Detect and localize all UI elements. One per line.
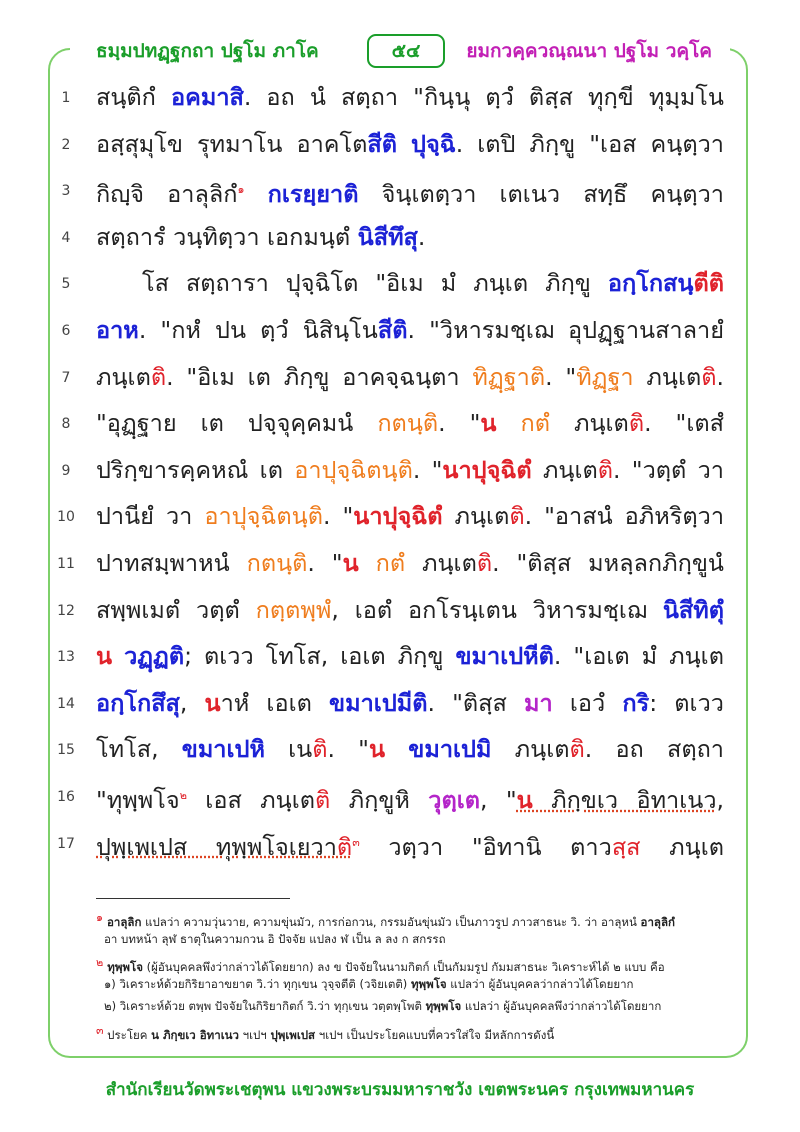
text-segment: ปาทสมฺพาหนํ [96,549,247,577]
text-segment: ติ [569,735,585,764]
line-number: 7 [61,369,71,386]
text-segment: น [204,688,221,717]
line-text [96,220,724,254]
text-line [0,730,800,776]
text-segment: ติ [701,362,717,391]
text-segment: ติ [597,455,614,484]
text-segment: ภนฺเต [491,735,570,764]
line-text [96,546,724,580]
text-segment: กตํ [375,549,406,577]
text-segment: น [368,735,386,764]
text-segment: "อุฏฺฐาย เต ปจฺจุคฺคมนํ [96,409,378,438]
text-segment: นาปุจฺฉิตํ [442,455,532,484]
footnote-line [96,908,736,932]
text-segment: กตฺตพฺพํ [255,595,332,624]
text-segment: อา บทหน้า ลุฬ ธาตุในความกวน อิ ปัจจัย แปลง ฬ เป็น ล ลง ก สกรรถ [104,931,446,946]
text-line [0,824,800,870]
text-segment: ภิกฺขเว อิทาเนว, [532,785,725,814]
line-number: 5 [61,276,71,293]
text-segment: . "ติสฺส [427,688,525,717]
text-segment: แปลว่า ความวุ่นวาย, ความขุ่นมัว, การก่อกวน, กรรมอันขุ่นมัว เป็นภาวรูป ภาวสาธนะ วิ. ว่า อาลุหนํ [141,914,641,929]
line-number: 13 [57,649,75,666]
text-segment: กริ [622,688,650,717]
text-segment: ภนฺเต [96,362,151,391]
text-segment: นิสีทิตุํ [662,595,724,624]
footnote-marker: ๓ [96,1023,104,1037]
text-segment: . "เตสํ [644,409,724,438]
footnote-line [104,998,744,1016]
text-segment: : ตเวว [649,688,724,717]
line-text [96,266,724,300]
text-segment: นิสีทึสุ [357,222,418,251]
text-segment: น [480,409,497,438]
text-segment: อาห [96,316,139,344]
line-number: 15 [57,742,75,759]
text-segment: "ทุพฺพโจ [96,785,180,814]
text-segment: ภนฺเต [633,362,702,391]
line-number: 8 [61,416,71,433]
text-segment: กตนฺติ [377,409,439,438]
footnote-rule [96,898,290,899]
text-segment: ทุพฺพโจ [410,976,447,991]
line-text [96,779,724,817]
text-line [0,311,800,357]
text-segment: ตีติ [693,269,724,298]
text-segment: อาลุลิก [102,914,142,929]
text-segment: ปริกฺขารคฺคหณํ เต [96,455,295,484]
text-segment: สฺส [611,832,641,861]
text-segment: ขมาเปหิ [181,735,265,764]
footnote-marker: ๓ [352,835,360,849]
text-line [0,171,800,217]
text-line [0,544,800,590]
footnote-line [96,953,736,977]
text-segment: ติ [509,502,525,531]
text-segment: ภนฺเต [549,409,629,438]
line-text [96,686,724,720]
text-segment: ปุพฺเพเปส ทุพฺพโจเยวา [96,832,337,861]
text-segment: วตฺวา "อิทานิ ตาว [359,832,612,861]
text-segment: กตํ [520,409,550,438]
footnote-marker: ๑ [96,911,103,924]
text-segment: เอวํ [552,688,623,717]
text-segment: ปานียํ วา [96,502,205,531]
text-segment: (ผู้อันบุคคลพึงว่ากล่าวได้โดยยาก) ลง ข ปัจจัยในนามกิตก์ เป็นกัมมรูป กัมมสาธนะ วิเคราะห์ได้ ๒ แบบ คือ [142,959,665,974]
text-segment: แปลว่า ผู้อันบุคคลพึงว่ากล่าวได้โดยยาก [461,999,662,1013]
text-segment: . "ติสฺส มหลฺลกภิกฺขูนํ [492,549,724,577]
text-segment: ฯเปฯ [238,1027,271,1042]
line-text [96,593,724,627]
text-segment: สนฺติกํ [96,83,171,111]
text-segment: วฏฺฏติ [124,642,185,671]
text-segment: อสฺสุมุโข รุทมาโน อาคโต [96,129,368,158]
line-text [96,453,724,487]
text-segment: ขมาเปหีติ [455,642,554,671]
text-segment: แปลว่า ผู้อันบุคคลว่ากล่าวได้โดยยาก [446,976,634,991]
text-segment: อาปุจฺฉิตนฺติ [294,455,413,484]
text-segment: . "อิเม เต ภิกฺขู อาคจฺฉนฺตา [166,362,473,391]
text-line [0,218,800,264]
text-segment: ปุพฺเพเปส [270,1027,316,1042]
text-segment: สตฺถารํ วนฺทิตฺวา เอกมนฺตํ [96,222,358,251]
text-segment: ติ [628,409,645,438]
text-segment: ภนฺเต [442,502,510,531]
text-segment [359,549,376,577]
text-segment: ติ [476,549,493,577]
text-segment: อาลุลิกํ [640,914,675,929]
text-segment: ติ [336,832,353,861]
text-segment: . [716,362,725,391]
text-segment [497,409,521,437]
text-segment: . " [322,502,354,531]
text-segment: ภนฺเต [531,455,598,484]
line-number: 6 [61,323,71,339]
text-segment: ทุพฺพโจ [103,959,143,974]
line-number: 1 [61,90,71,106]
text-segment: กตนฺติ [246,549,308,577]
line-number: 9 [61,462,71,479]
text-segment [244,180,267,208]
text-segment: . อถ นํ สตฺถา "กินฺนุ ตฺวํ ติสฺส ทุกฺขี ทุมฺมโน [243,83,724,111]
page-number: ๕๔ [367,34,445,68]
footnote-line [104,976,744,994]
text-segment: ติ [315,785,331,814]
text-line [0,78,800,124]
text-segment: . อถ สตฺถา [584,735,724,764]
line-text [96,313,724,347]
text-segment: สพฺพเมตํ วตฺตํ [96,595,256,624]
footnote-marker: ๒ [96,956,104,969]
text-segment: เอส ภนฺเต [186,785,315,814]
text-segment: เน [264,735,313,764]
text-line [0,451,800,497]
text-segment: ; ตเวว โทโส, เอเต ภิกฺขู [184,642,456,671]
text-segment: . [417,222,426,251]
text-segment: ติ [150,362,167,391]
text-line [0,777,800,823]
text-line [0,125,800,171]
text-segment: . "กหํ ปน ตฺวํ นิสินฺโน [138,316,378,344]
text-line [0,591,800,637]
text-segment: . "เอเต มํ ภนฺเต [553,642,724,671]
text-segment: โทโส, [96,735,182,764]
header-book-title: ธมฺมปทฏฺฐกถา ปฐโม ภาโค [96,40,319,62]
text-segment: . " [327,735,369,764]
line-number: 17 [57,835,75,852]
text-segment: ทิฏฺฐา [576,362,634,391]
text-segment: ๑) วิเคราะห์ด้วยกิริยาอาขยาต วิ.ว่า ทุกฺเขน วุจฺจตีติ (วจิยเตติ) [104,976,411,991]
line-text [96,127,724,161]
line-text [96,639,724,673]
text-segment: ขมาเปมีติ [329,688,428,717]
text-segment: , " [480,785,517,814]
line-text [96,80,724,114]
line-number: 10 [57,509,75,526]
text-segment: จินฺเตตฺวา เตเนว สทฺธึ คนฺตฺวา [358,180,724,209]
text-segment: . " [438,409,481,438]
line-number: 3 [61,183,71,200]
text-segment: สีติ [367,129,398,158]
text-segment: น [342,549,359,577]
line-number: 12 [57,602,75,619]
text-segment: ปุจฺฉิ [411,129,456,158]
line-number: 4 [61,229,71,246]
text-segment: กเรยฺยาติ [267,180,359,209]
text-line [0,358,800,404]
text-segment: ทิฏฺฐาติ [472,362,546,391]
text-segment: นาปุจฺฉิตํ [353,502,443,531]
line-text [96,499,724,533]
text-segment: ๒) วิเคราะห์ด้วย ตพฺพ ปัจจัยในกิริยากิตก์ วิ.ว่า ทุกฺเขน วตฺตพฺโพติ [104,999,426,1013]
text-segment: น ภิกฺขเว อิทาเนว [151,1027,239,1042]
text-segment: . "วตฺตํ วา [613,455,724,484]
line-text [96,173,724,211]
text-segment: . "วิหารมชฺเฌ อุปฏฺฐานสาลายํ [407,316,724,344]
line-number: 14 [57,695,75,712]
text-segment: ติ [312,735,328,764]
text-segment: อกฺโกสนฺ [607,269,694,298]
footer-institution: สำนักเรียนวัดพระเชตุพน แขวงพระบรมมหาราชวัง เขตพระนคร กรุงเทพมหานคร [105,1080,695,1100]
text-segment: วุตฺเต [428,785,481,814]
text-segment: , [179,688,205,717]
text-segment: ประโยค [103,1027,152,1042]
text-segment: สีติ [377,316,408,344]
text-segment: . "อาสนํ อภิหริตฺวา [524,502,725,531]
header-chapter-title: ยมกวคฺควณฺณนา ปฐโม วคฺโค [466,40,712,62]
text-line [0,684,800,730]
line-number: 11 [57,556,75,572]
line-number: 16 [57,789,75,805]
text-segment: อกฺโกสึสุ [96,688,180,717]
text-line [0,404,800,450]
text-segment: ภนฺเต [640,832,724,861]
text-segment: ทุพฺพโจ [425,999,462,1013]
text-segment: . " [307,549,343,577]
text-segment: าหํ เอเต [220,688,330,717]
line-text [96,826,724,864]
text-segment: . เตปิ ภิกฺขู "เอส คนฺตฺวา [455,129,724,158]
text-segment: ภิกฺขูหิ [330,785,429,814]
footnote-line [96,1021,736,1045]
text-line [0,497,800,543]
footnote-marker: ๑ [237,183,245,197]
line-text [96,732,724,766]
text-line [0,637,800,683]
text-segment: มา [524,688,553,717]
text-segment: กิญฺจิ อาลุลิกํ [96,180,238,209]
footnote-marker: ๒ [179,789,187,802]
text-segment: ขมาเปมิ [408,735,492,764]
text-segment: ฯเปฯ เป็นประโยคแบบที่ควรใส่ใจ มีหลักการดังนี้ [315,1027,555,1042]
footnote-line [104,931,744,949]
text-segment [112,642,124,670]
text-segment: , เอตํ อกโรนฺเตน วิหารมชฺเฌ [331,595,663,624]
text-segment: อคมาสิ [171,83,244,111]
text-segment: น [516,785,533,814]
text-segment: น [96,642,113,671]
text-segment [397,130,411,158]
text-segment: ภนฺเต [405,549,477,577]
line-number: 2 [61,136,71,153]
text-segment: . " [545,362,577,391]
text-segment: โส สตฺถารา ปุจฺฉิโต "อิเม มํ ภนฺเต ภิกฺขู [142,269,608,298]
text-segment [385,735,408,763]
line-text [96,360,724,394]
text-segment: อาปุจฺฉิตนฺติ [204,502,323,531]
text-line [0,264,800,310]
text-segment: . " [412,455,443,484]
line-text [96,406,724,440]
